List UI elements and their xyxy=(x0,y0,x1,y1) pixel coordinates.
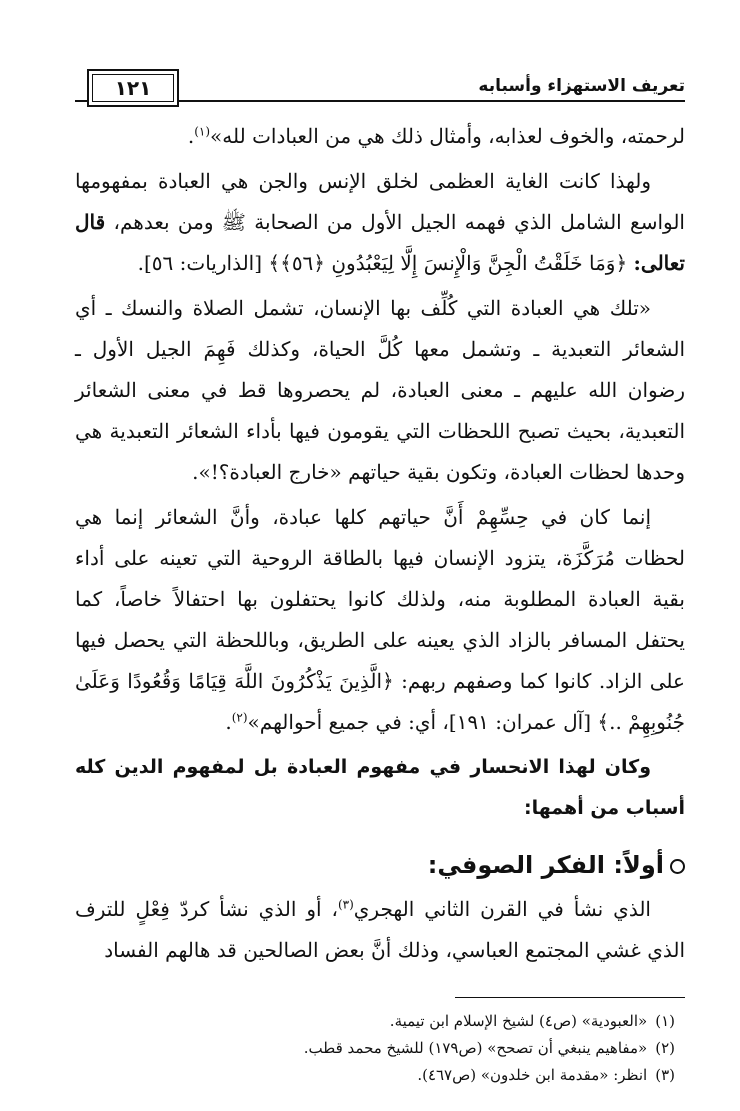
paragraph-3: «تلك هي العبادة التي كُلِّف بها الإنسان، تشمل الصلاة والنسك ـ أي الشعائر التعبدية ـ وتشمل معها كُلَّ الحياة، وكذلك فَهِمَ الجيل الأول ـ رضوان الله عليهم ـ معنى العبادة، لم يحصروها قط في معنى الشعائر التعبدية، بحيث تصبح اللحظات التي يقومون فيها بأداء الشعائر التعبدية هي وحدها لحظات العبادة، وتكون بقية حياتهم «خارج العبادة؟!». xyxy=(75,296,685,484)
paragraph-6 xyxy=(75,889,685,971)
footnote-text: «مفاهيم ينبغي أن تصحح» (ص١٧٩) للشيخ محمد قطب. xyxy=(303,1039,648,1057)
paragraph-2 xyxy=(75,161,685,284)
footnote-item xyxy=(75,1035,685,1062)
paragraph-4-text: إنما كان في حِسِّهِمْ أَنَّ حياتهم كلها عبادة، وأنَّ الشعائر إنما هي لحظات مُرَكَّزَة، يتزود الإنسان فيها بالطاقة الروحية التي تعينه على أداء بقية العبادة المطلوبة منه، ولذلك كانوا يحتفلون بها احتفالاً خاصاً، كما يحتفل المسافر بالزاد الذي يعينه على الطريق، وباللحظة التي يحصل فيها على الزاد. كانوا كما وصفهم ربهم: ﴿الَّذِينَ يَذْكُرُونَ اللَّهَ قِيَامًا وَقُعُودًا وَعَلَىٰ جُنُوبِهِمْ ..﴾ [آل عمران: ١٩١]، أي: في جميع أحوالهم» xyxy=(75,505,685,734)
paragraph-5: وكان لهذا الانحسار في مفهوم العبادة بل لمفهوم الدين كله أسباب من أهمها: xyxy=(75,756,685,819)
page-content xyxy=(75,116,685,1089)
paragraph-4 xyxy=(75,497,685,743)
footnote-text: «العبودية» (ص٤) لشيخ الإسلام ابن تيمية. xyxy=(389,1012,648,1030)
footnotes xyxy=(75,1008,685,1089)
paragraph-2-bold: قال تعالى: xyxy=(75,210,685,275)
running-title: تعريف الاستهزاء وأسبابه xyxy=(478,76,685,96)
section-heading-text: أولاً: الفكر الصوفي: xyxy=(427,851,664,879)
section-heading xyxy=(75,841,685,889)
paragraph-1-text: لرحمته، والخوف لعذابه، وأمثال ذلك هي من العبادات لله» xyxy=(210,124,685,148)
footnote-item xyxy=(75,1008,685,1035)
footnote-ref-1: (١) xyxy=(194,124,211,139)
footnote-text: انظر: «مقدمة ابن خلدون» (ص٤٦٧). xyxy=(417,1066,648,1084)
footnote-marker: (١) xyxy=(655,1012,675,1030)
footnote-item xyxy=(75,1062,685,1089)
footnote-marker: (٢) xyxy=(655,1039,675,1057)
footnote-ref-2: (٢) xyxy=(231,710,248,725)
page-number: ١٢١ xyxy=(87,69,179,107)
paragraph-6-text-a: الذي نشأ في القرن الثاني الهجري xyxy=(353,897,651,921)
paragraph-2-text-a: ولهذا كانت الغاية العظمى لخلق الإنس والجن هي العبادة بمفهومها الواسع الشامل الذي فهمه الجيل الأول من الصحابة ﷺ ومن بعدهم، xyxy=(75,169,685,234)
footnote-ref-3: (٣) xyxy=(337,897,354,912)
footnote-divider xyxy=(455,997,685,998)
footnote-marker: (٣) xyxy=(655,1066,675,1084)
paragraph-1 xyxy=(75,116,685,157)
paragraph-2-text-b: ﴿وَمَا خَلَقْتُ الْجِنَّ وَالْإِنسَ إِلَّا لِيَعْبُدُونِ ﴿٥٦﴾﴾ [الذاريات: ٥٦]. xyxy=(137,251,634,275)
circle-bullet-icon xyxy=(670,859,685,874)
page-header xyxy=(75,60,685,110)
paragraph-6-text-b: ، أو الذي نشأ كردّ فِعْلٍ للترف الذي غشي المجتمع العباسي، وذلك أنَّ بعض الصالحين قد هالهم الفساد xyxy=(75,897,685,962)
book-page xyxy=(75,60,685,1084)
paragraph-1-end: . xyxy=(187,124,195,148)
paragraph-4-end: . xyxy=(225,710,232,734)
